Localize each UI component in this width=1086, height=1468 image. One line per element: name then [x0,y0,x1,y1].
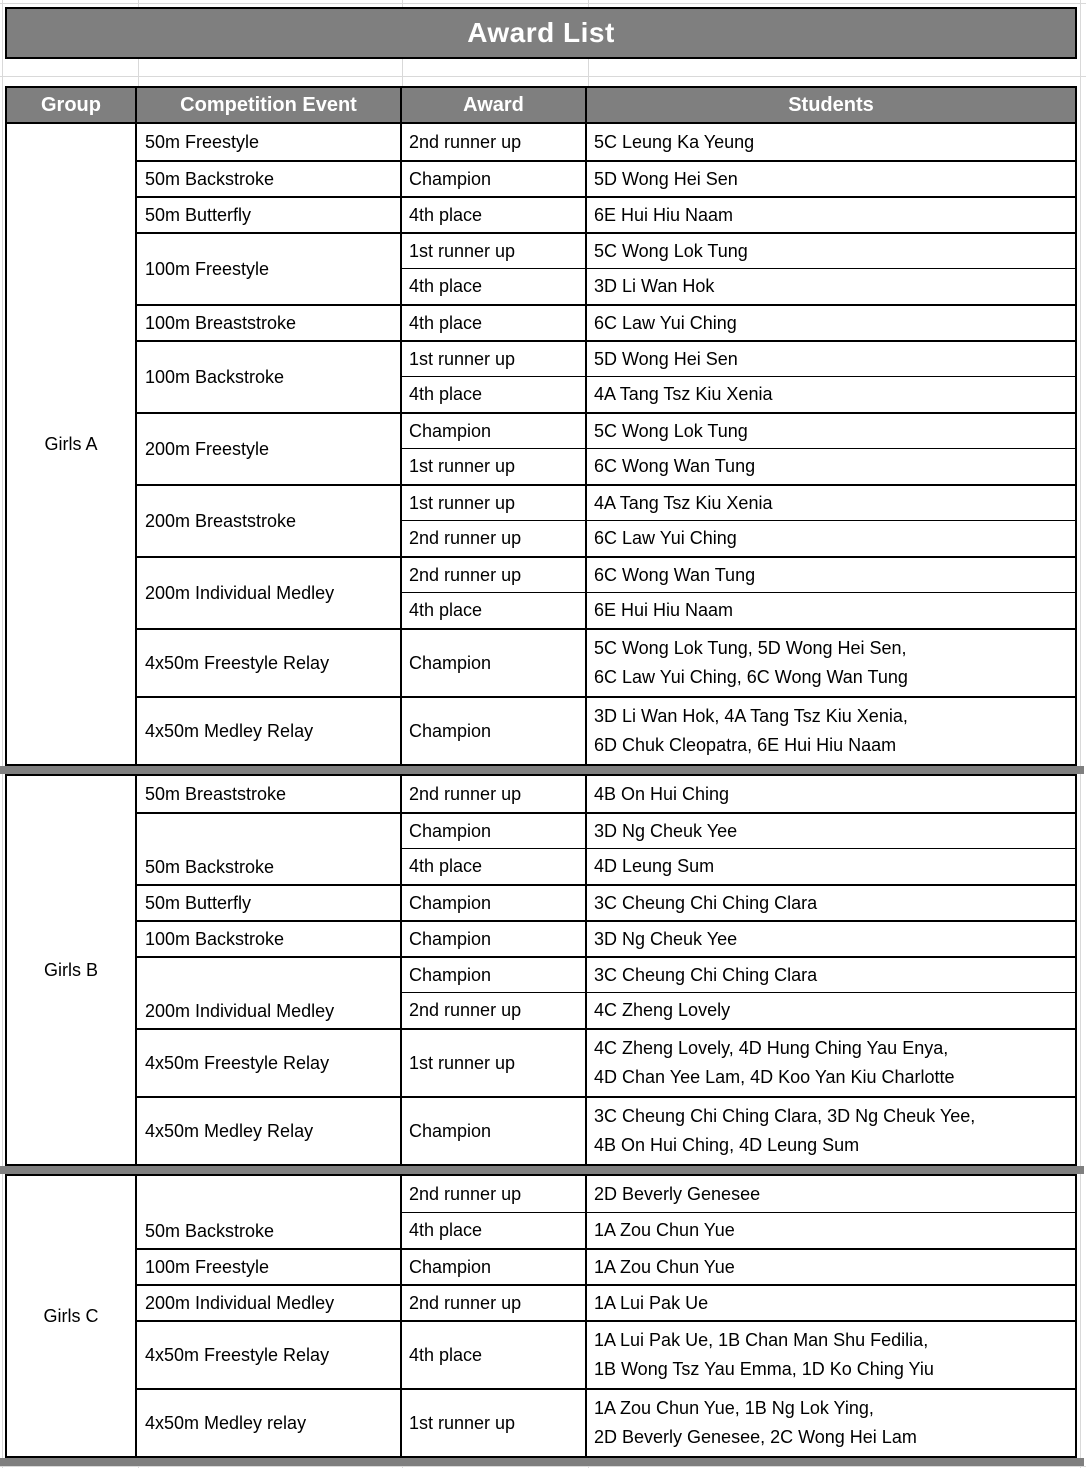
students-cell [587,1028,1075,1096]
students-cell [587,1284,1075,1320]
students-line: 6C Law Yui Ching [594,312,737,333]
award-cell: Champion [402,628,587,696]
group-cell: Girls C [7,1176,137,1456]
award-cell: 1st runner up [402,1028,587,1096]
award-cell: 4th place [402,196,587,232]
award-cell: Champion [402,956,587,992]
award-cell: 2nd runner up [402,776,587,812]
award-cell: Champion [402,412,587,448]
students-line: 5C Wong Lok Tung, 5D Wong Hei Sen, [594,638,907,658]
award-cell: 2nd runner up [402,556,587,592]
students-line: 6C Law Yui Ching [594,528,737,548]
col-header-group: Group [7,88,137,122]
event-cell: 100m Freestyle [137,1248,402,1284]
award-cell: 2nd runner up [402,992,587,1028]
students-cell [587,448,1075,484]
award-cell: 1st runner up [402,484,587,520]
students-cell [587,696,1075,764]
students-cell [587,776,1075,812]
group-cell: Girls B [7,776,137,1164]
page-title: Award List [467,17,615,48]
students-line: 6E Hui Hiu Naam [594,204,734,225]
students-cell [587,268,1075,304]
students-line: 3C Cheung Chi Ching Clara, 3D Ng Cheuk Yee, [594,1106,976,1126]
event-cell: 100m Freestyle [137,232,402,304]
event-cell: 100m Backstroke [137,920,402,956]
event-cell: 4x50m Medley Relay [137,696,402,764]
award-cell: 1st runner up [402,1388,587,1456]
award-cell: 4th place [402,592,587,628]
award-cell: Champion [402,1096,587,1164]
students-cell [587,628,1075,696]
event-cell: 50m Freestyle [137,124,402,160]
students-cell [587,1096,1075,1164]
event-cell: 100m Breaststroke [137,304,402,340]
students-cell [587,812,1075,848]
award-cell: Champion [402,812,587,848]
award-cell: 4th place [402,848,587,884]
students-line: 4D Leung Sum [594,856,715,876]
gridline [0,3,1086,4]
students-cell [587,340,1075,376]
students-cell [587,304,1075,340]
award-cell: 2nd runner up [402,1284,587,1320]
group-section [5,774,1077,1166]
students-cell [587,160,1075,196]
award-cell: 4th place [402,268,587,304]
students-line: 4D Chan Yee Lam, 4D Koo Yan Kiu Charlotte [594,1067,955,1087]
event-cell: 50m Butterfly [137,884,402,920]
students-cell [587,124,1075,160]
event-cell: 200m Freestyle [137,412,402,484]
students-cell [587,592,1075,628]
col-header-award: Award [402,88,587,122]
event-cell: 4x50m Medley Relay [137,1096,402,1164]
gridline [2,0,3,1468]
students-line: 6C Law Yui Ching, 6C Wong Wan Tung [594,667,908,687]
award-list-sheet [5,7,1077,1466]
students-cell [587,884,1075,920]
award-cell: 1st runner up [402,232,587,268]
students-line: 5D Wong Hei Sen [594,348,738,369]
event-cell: 4x50m Freestyle Relay [137,1028,402,1096]
event-cell: 50m Backstroke [137,812,402,884]
students-cell [587,1176,1075,1212]
award-cell: Champion [402,920,587,956]
event-cell: 200m Breaststroke [137,484,402,556]
title-bar [5,7,1077,59]
students-line: 4B On Hui Ching, 4D Leung Sum [594,1135,860,1155]
gridline [1080,0,1081,1468]
students-line: 2D Beverly Genesee [594,1183,761,1204]
award-cell: 2nd runner up [402,1176,587,1212]
group-section [5,1174,1077,1458]
students-cell [587,920,1075,956]
students-line: 5C Leung Ka Yeung [594,131,755,152]
students-line: 4C Zheng Lovely, 4D Hung Ching Yau Enya, [594,1038,949,1058]
students-line: 4A Tang Tsz Kiu Xenia [594,384,773,404]
students-line: 6D Chuk Cleopatra, 6E Hui Hiu Naam [594,735,897,755]
award-cell: 4th place [402,376,587,412]
students-line: 3D Li Wan Hok [594,276,715,296]
event-cell: 50m Backstroke [137,1176,402,1248]
award-cell: Champion [402,696,587,764]
col-header-competition-event: Competition Event [137,88,402,122]
students-cell [587,196,1075,232]
award-cell: Champion [402,884,587,920]
event-cell: 200m Individual Medley [137,956,402,1028]
students-cell [587,376,1075,412]
students-line: 4B On Hui Ching [594,783,730,804]
table-header-row [5,86,1077,122]
group-section [5,122,1077,766]
students-cell [587,520,1075,556]
students-cell [587,412,1075,448]
col-header-students: Students [788,93,874,116]
students-line: 5D Wong Hei Sen [594,168,738,189]
award-cell: 2nd runner up [402,520,587,556]
students-line: 1A Zou Chun Yue [594,1256,735,1277]
students-line: 2D Beverly Genesee, 2C Wong Hei Lam [594,1427,917,1447]
section-separator [0,1166,1084,1174]
students-line: 4C Zheng Lovely [594,1000,731,1020]
students-cell [587,1248,1075,1284]
group-cell: Girls A [7,124,137,764]
event-cell: 4x50m Freestyle Relay [137,1320,402,1388]
students-line: 6E Hui Hiu Naam [594,600,734,620]
event-cell: 50m Breaststroke [137,776,402,812]
students-line: 5C Wong Lok Tung [594,240,748,261]
event-cell: 100m Backstroke [137,340,402,412]
award-cell: 1st runner up [402,340,587,376]
students-line: 3C Cheung Chi Ching Clara [594,964,818,985]
event-cell: 50m Butterfly [137,196,402,232]
event-cell: 50m Backstroke [137,160,402,196]
students-cell [587,1212,1075,1248]
students-cell [587,1320,1075,1388]
event-cell: 4x50m Freestyle Relay [137,628,402,696]
award-table-body [5,122,1077,1466]
gridline [0,1466,1086,1467]
event-cell: 200m Individual Medley [137,556,402,628]
award-cell: 4th place [402,1320,587,1388]
students-cell [587,992,1075,1028]
section-separator [0,1458,1084,1466]
students-line: 3D Li Wan Hok, 4A Tang Tsz Kiu Xenia, [594,706,908,726]
students-line: 1A Zou Chun Yue [594,1220,735,1240]
students-cell [587,232,1075,268]
award-cell: 4th place [402,1212,587,1248]
students-line: 3D Ng Cheuk Yee [594,928,738,949]
section-separator [0,766,1084,774]
award-cell: 1st runner up [402,448,587,484]
students-cell [587,484,1075,520]
event-cell: 4x50m Medley relay [137,1388,402,1456]
event-cell: 200m Individual Medley [137,1284,402,1320]
students-line: 5C Wong Lok Tung [594,420,748,441]
students-cell [587,956,1075,992]
students-line: 6C Wong Wan Tung [594,456,756,476]
students-line: 6C Wong Wan Tung [594,564,756,585]
students-line: 3D Ng Cheuk Yee [594,820,738,841]
students-line: 4A Tang Tsz Kiu Xenia [594,492,773,513]
students-line: 3C Cheung Chi Ching Clara [594,892,818,913]
students-line: 1A Lui Pak Ue [594,1292,709,1313]
award-cell: 2nd runner up [402,124,587,160]
students-cell [587,556,1075,592]
award-cell: Champion [402,1248,587,1284]
award-cell: Champion [402,160,587,196]
students-cell [587,1388,1075,1456]
students-line: 1A Lui Pak Ue, 1B Chan Man Shu Fedilia, [594,1330,929,1350]
students-cell [587,848,1075,884]
award-cell: 4th place [402,304,587,340]
students-line: 1B Wong Tsz Yau Emma, 1D Ko Ching Yiu [594,1359,934,1379]
students-line: 1A Zou Chun Yue, 1B Ng Lok Ying, [594,1398,874,1418]
